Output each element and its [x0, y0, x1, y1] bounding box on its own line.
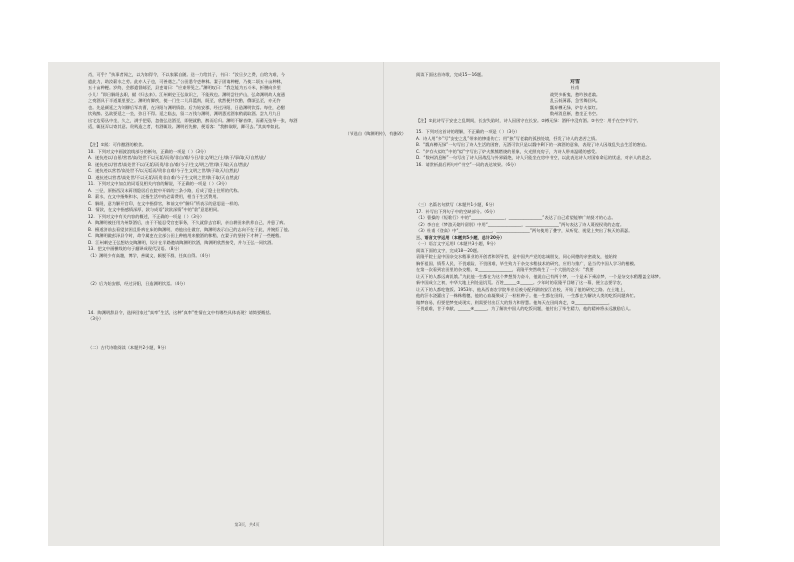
poem-author: 杜甫	[570, 85, 580, 90]
text-line: B．遂抗迹以/营者/高处世不以/无垢/而贵/非自/难/今子/生文/明之/世/孰于/取天自/然此/	[88, 161, 249, 167]
text-line: 饮致醉。弘欲要延之一坐，弥日不得。延之临去，留二万钱与渊明，渊明悉送酒家稍就取酒。尝九月九日	[88, 111, 281, 116]
text-line: （一）语言文字运用Ⅰ（本题共3小题，9分）	[416, 241, 498, 246]
answer-space	[88, 259, 406, 281]
text-line: （三）名篇名句默写（本题共1小题，6分）	[416, 202, 497, 207]
text-line: 10．下列对文中画波浪线部分的断句，正确的一项是（ ）（3分）	[88, 148, 209, 154]
text-line: A．诗人用“多”写“安史之乱”带来的惨重伤亡；用“独”写老翁的孤独处境，抒发了诗人的悲苦之情。	[416, 135, 600, 141]
answer-space	[88, 288, 406, 310]
text-line: 16．请赏析最后两句中“书空”一词的表达效果。（6分）	[416, 161, 519, 167]
text-line: 13．把文中画横线的句子翻译成现代汉语。（8分）	[88, 246, 182, 251]
text-line: A．陶渊明被任用为州祭酒后，由于不能忍受官吏事务，不久就辞去官职，亲自耕田来供养自己，并患了病。	[88, 220, 288, 225]
text-line: 在第一次看到农田里的杂交稻，①________________，袁隆平突然萌生了一个大胆的念头：“我要	[416, 267, 594, 272]
text-line: 遣此力，助汝薪水之劳。此亦人子也，可善遇之。”公田悉令吏种秫。妻子固请种粳，乃使二顷五十亩种秫，	[88, 78, 285, 84]
right-page-text	[416, 118, 720, 313]
text-line: （1）曹操的《短歌行》中的“________________，________________”表达了自己希望能够广纳贤才的心志。	[416, 215, 616, 220]
text-line: 15．下列对这首诗的理解，不正确的一项是（ ）（3分）	[416, 129, 520, 134]
text-line: 他的汗水浇灌出了一株株稻穗，他的心血凝聚成了一粒粒种子。他一生都在田间，一生都在为解决人类的吃饭问题奔忙。	[416, 293, 638, 298]
text-line: 17．补写出下列句子中的空缺部分。（6分）	[416, 208, 498, 214]
text-line: D．遂抗迹以营者/高处世/不以无垢/而贵非自难/今子生文明之世/孰于取/天自然此/	[88, 174, 240, 180]
text-line: B．檀道济前去看望贫困且卧病在床的陶渊明，劝他出仕做官，陶渊明表示自己的志向不在于此，并婉拒了他。	[88, 226, 292, 232]
left-page	[88, 72, 406, 534]
left-page-text	[88, 72, 406, 351]
text-line: 14．陶渊明辞县令，选择回家过“真率”生活，这种“真率”性情在文中有哪些具体表现？请简要概括。	[88, 309, 274, 315]
text-line: （3）杜甫《登高》中“________________，________________”两句使用了叠字，从听觉、视觉上突出了秋天的萧瑟。	[416, 228, 633, 233]
poem-title: 对雪	[569, 78, 580, 85]
text-line: （2）李白在《梦游天姥吟留别》中用“________________，________________”两句表达了诗人蔑视权贵的态度。	[416, 221, 625, 227]
text-line: （2）后为始安郡，经过浔阳，日造渊明饮焉。（4分）	[88, 281, 188, 286]
text-line: 阅读下面的文字，完成18～20题。	[416, 247, 482, 253]
poem-line: 乱云低薄暮，急雪舞回风。	[549, 98, 601, 103]
text-line: A．三径，原指西汉末蒋诩隐居后在院中开辟的三条小路，后成了隐士住所的代称。	[88, 187, 242, 193]
text-line: 小儿！”即日解绶去职，赋《归去来》。江州刺史王弘欲识之，不能致也。渊明尝往庐山，弘命渊明故人庞通	[88, 91, 285, 97]
text-line: C．解绶，意为解开官印，在文中指辞官，和前文中“解归”所表示的意思是一样的。	[88, 200, 242, 206]
scanned-photo	[48, 62, 720, 546]
text-line: 之赍酒具于半道栗里要之。渊明有脚疾，使一门生二儿舁篮舆，既至，欣然便共饮酌，俄顷弘至，亦无忤	[88, 98, 281, 103]
text-line: （3分）	[88, 316, 104, 321]
reading-intro: 阅读下面这首诗歌，完成15～16题。	[416, 72, 486, 77]
text-line: 袁隆平院士是中国杂交水稻事业的开创者和领导者，是中国共产党的忠诚朋友，同心同德的亲密战友，他始终	[416, 254, 618, 259]
text-line: 12．下列对文中有关内容的概述，不正确的一项是（ ）（3分）	[88, 213, 205, 219]
text-line: （1）渊明少有高趣，博学，善属文，颖脱不群，任真自得。（4分）	[88, 252, 213, 258]
text-line: 三、语言文字运用（本题共5小题，总计20分）	[416, 234, 505, 240]
text-line: 做梦容易，但要把梦变成现实，则需要付出巨大的努力和智慧。他每天在田间奔走，③________________，	[416, 299, 613, 305]
right-page	[416, 72, 720, 534]
poem-line: 战哭多新鬼，愁吟独老翁。	[549, 91, 601, 97]
page-number: 第3页，共4页	[234, 521, 260, 527]
text-line: 也。先是颜延之为刘柳后军功曹，在浔阳与渊明情款。后为始安郡，经过浔阳，日造渊明饮焉。每往，必酣	[88, 104, 285, 110]
text-line: 不畏艰难，甘于奉献，______④______。为了解决中国人的吃饭问题，他付出了毕生精力，他的精神将永远激励后人。	[416, 306, 634, 311]
answer-space	[416, 190, 720, 202]
answer-space	[88, 323, 406, 345]
text-line: A．遂抗迹以/自景/营者/高/处世不以无垢/而贵/非自/难/今日/非文/明之/士/孰于/事/取天/自然/此/	[88, 155, 266, 160]
text-line: 五十亩种粳。岁终，会郡遣督邮至，县吏请曰：“应束带见之。”渊明叹曰：“我岂能为五斗米，折腰向乡里	[88, 85, 281, 90]
answer-space	[416, 168, 720, 190]
text-line: 让天下的人都吃饱饭。1953年，他从西南农学院毕业后被分配到湖南安江农校，开始了他的研究之路。在土地上，	[416, 286, 628, 292]
text-line: C．陶渊明做彭泽县令时，命令属吏在全部公田上种植用来酿酒的秫稻，在妻子的坚持下才种了一些粳稻。	[88, 233, 284, 238]
text-line: 肖，可乎？”执事者闻之，以为如得令，不以家累自随。送一力给其子，书曰：“汝旦夕之费，自给为难，今	[88, 72, 285, 77]
text-line: C．“炉存火似红”中的“似”字写出了炉火熊熊燃烧的景象，火光照亮房子，为诗人带来温暖的感受。	[416, 148, 600, 154]
poem-body	[416, 92, 720, 118]
text-line: 【注】①蹊：可作酿酒的粮食。	[88, 142, 147, 147]
text-line: C．遂抗迹以营者/高处世不/以无垢而/贵非自难/今子生文明之世/孰于取天/自然此/	[88, 168, 239, 173]
text-line: （二）古代诗歌阅读（本题共2小题，9分）	[88, 344, 169, 350]
text-line: （节选自《陶渊明传》，有删改）	[345, 130, 406, 136]
text-line: 胸怀祖国、情系人民，不畏艰险、不畏困难，毕生致力于杂交水稻技术的研究、应用与推广，是当代中国人学习的楷模。	[416, 260, 638, 266]
text-line: B．“瓢弃樽无绿”一句写出了诗人生活的困窘，无酒可饮只是以瓢中剩下的一滴酒的意象，表现了诗人因战乱失去生活的窘迫。	[416, 142, 650, 147]
text-line: 新中国成立之初，中华大地上到处是饥荒。百姓______②______。少年时的袁隆平目睹了这一幕，便立志要学农，	[416, 280, 625, 285]
text-line: 11．下列对文中加点的词语及相关内容的解说，不正确的一项是（ ）（3分）	[88, 181, 230, 186]
poem-line: 瓢弃樽无绿，炉存火似红。	[549, 104, 601, 110]
text-line: D．江州刺史王弘想结交陶渊明，设计在半路邀请陶渊明饮酒，陶渊明欣然接受，并与王弘一同饮酒。	[88, 239, 276, 245]
text-line: D．“数州消息断”一句写出了诗人因战乱与外界隔绝，诗人只能坐在房中书空，以此表达诗人对国家命运的忧虑，对亲人的思念。	[416, 155, 654, 160]
text-line: D．情款，在文中指感情深厚，款与成语“款款深情”中的“款”意思相同。	[88, 207, 222, 212]
text-line: 【注】①此诗写于安史之乱期间，长安失陷时，诗人因困守在长安。②樽无绿：酒杯中没有酒。③书空：用手在空中写字。	[416, 117, 641, 123]
text-line: 出宅边菊丛中坐，久之，满手把菊，忽值弘送酒至，即便就酌，醉而后归。渊明不解音律，而蓄无弦琴一张，每酒	[88, 117, 298, 123]
text-line: 适，辄抚弄以寄其意。贵贱造之者，有酒辄设。渊明若先醉，便语客：“我醉欲眠，卿可去。”其真率如此。	[88, 124, 283, 129]
text-line: B．薪水，在文中指柴和水，泛指生活中的必需费用，相当于生活费用。	[88, 194, 221, 199]
text-line: 让天下的人都远离饥饿。”为此他一生都在为这个梦想努力奋斗，他说自己有两个梦，一个是禾下乘凉梦，一个是杂交水稻覆盖全球梦。	[416, 273, 664, 279]
poem-line: 数州消息断，愁坐正书空。	[549, 111, 601, 116]
